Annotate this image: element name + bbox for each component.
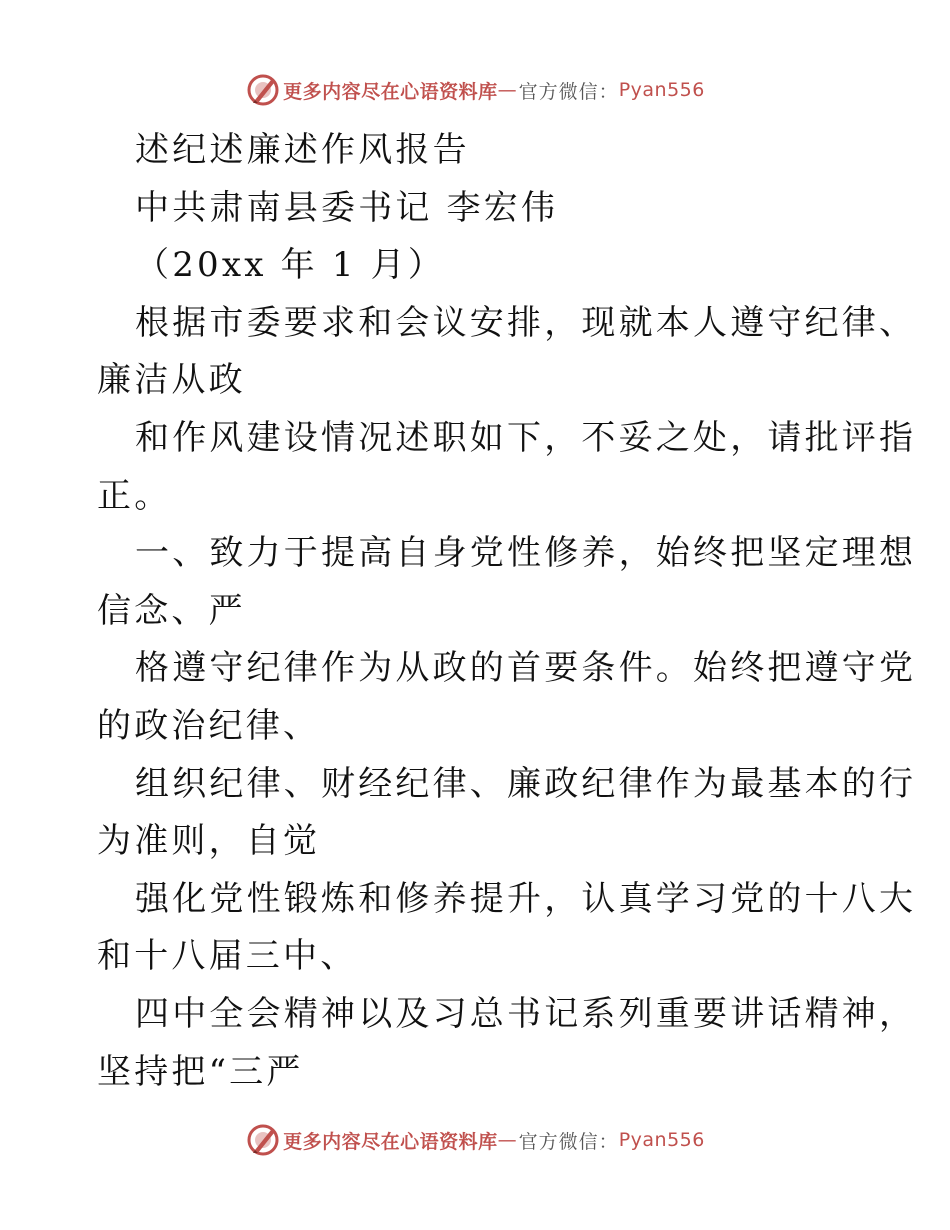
banner-wechat-label: 官方微信： — [518, 80, 619, 103]
text-line: 廉洁从政 — [97, 360, 246, 401]
banner-brand-text: 更多内容尽在心语资料库 — [283, 1130, 498, 1153]
text-line: 强化党性锻炼和修养提升，认真学习党的十八大 — [135, 878, 917, 919]
text-line: 坚持把“三严 — [97, 1051, 304, 1092]
document-title: 述纪述廉述作风报告 — [135, 130, 470, 170]
banner-wechat-id: Pyan556 — [618, 79, 705, 101]
document-body — [97, 122, 917, 1101]
header-banner — [0, 70, 950, 110]
text-line: 组织纪律、财经纪律、廉政纪律作为最基本的行 — [135, 763, 917, 804]
text-line: 和十八届三中、 — [97, 936, 358, 977]
text-line: 和作风建设情况述职如下，不妥之处，请批评指 — [135, 417, 917, 458]
text-line: 的政治纪律、 — [97, 705, 321, 746]
text-line: 正。 — [97, 475, 172, 516]
red-pen-circle-icon — [245, 1122, 281, 1158]
text-line: 根据市委要求和会议安排，现就本人遵守纪律、 — [135, 302, 917, 343]
section-heading: 一、致力于提高自身党性修养，始终把坚定理想 — [135, 533, 917, 574]
banner-wechat-id: Pyan556 — [618, 1129, 705, 1151]
text-line: 四中全会精神以及习总书记系列重要讲话精神， — [135, 993, 917, 1034]
banner-dash: — — [497, 79, 517, 101]
footer-banner — [0, 1120, 950, 1160]
document-author: 中共肃南县委书记 李宏伟 — [135, 187, 559, 228]
document-date: （20xx 年 1 月） — [135, 245, 446, 286]
text-line: 格遵守纪律作为从政的首要条件。始终把遵守党 — [135, 648, 917, 689]
red-pen-circle-icon — [245, 72, 281, 108]
banner-dash: — — [497, 1129, 517, 1151]
text-line: 为准则，自觉 — [97, 821, 321, 862]
banner-wechat-label: 官方微信： — [518, 1130, 619, 1153]
banner-brand-text: 更多内容尽在心语资料库 — [283, 80, 498, 103]
text-line: 信念、严 — [97, 590, 246, 631]
